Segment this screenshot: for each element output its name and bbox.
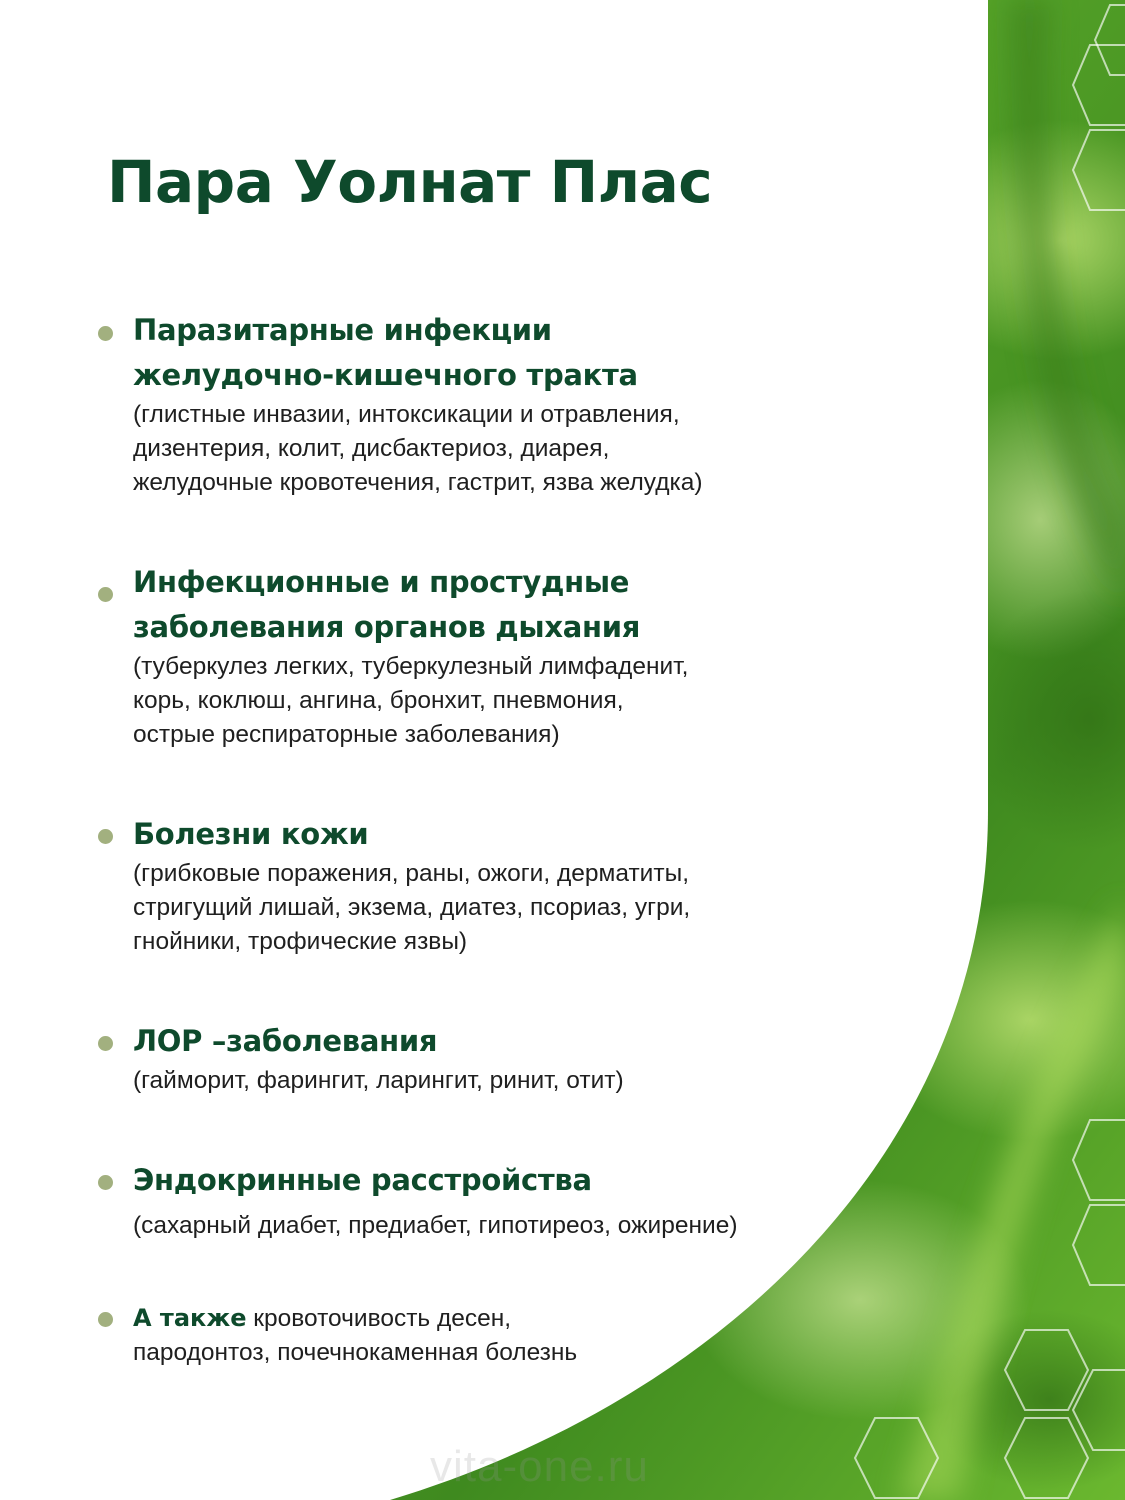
list-item (133, 308, 773, 500)
bullet-icon (98, 829, 113, 844)
item-heading: Эндокринные расстройства (133, 1163, 592, 1197)
list-item (133, 1158, 773, 1243)
bullet-icon (98, 1312, 113, 1327)
list-item (133, 560, 773, 752)
item-description-line: дизентерия, колит, дисбактериоз, диарея, (133, 435, 610, 462)
item-heading: Инфекционные и простудные (133, 565, 630, 599)
item-lead-rest: кровоточивость десен, (246, 1305, 512, 1332)
item-description-line: корь, коклюш, ангина, бронхит, пневмония, (133, 687, 624, 714)
item-description-line: стригущий лишай, экзема, диатез, псориаз, угри, (133, 894, 691, 921)
item-heading: Болезни кожи (133, 817, 369, 851)
item-description-line: (сахарный диабет, предиабет, гипотиреоз, ожирение) (133, 1212, 738, 1239)
item-description-line: пародонтоз, почечнокаменная болезнь (133, 1339, 578, 1366)
bullet-icon (98, 1175, 113, 1190)
list-item (133, 1019, 773, 1098)
bullet-icon (98, 1036, 113, 1051)
item-heading: ЛОР –заболевания (133, 1024, 438, 1058)
item-description-line (133, 1301, 773, 1336)
item-heading: Паразитарные инфекции (133, 313, 552, 347)
item-description-line: (туберкулез легких, туберкулезный лимфаденит, (133, 653, 689, 680)
bullet-icon (98, 587, 113, 602)
list-item (133, 1301, 773, 1370)
item-heading-line2: заболевания органов дыхания (133, 610, 641, 644)
item-description-line: желудочные кровотечения, гастрит, язва желудка) (133, 469, 703, 496)
item-description-line: (гайморит, фарингит, ларингит, ринит, отит) (133, 1067, 624, 1094)
watermark: vita-one.ru (430, 1442, 649, 1491)
item-description-line: острые респираторные заболевания) (133, 721, 560, 748)
list-item (133, 812, 773, 959)
item-description-line: (глистные инвазии, интоксикации и отравления, (133, 401, 680, 428)
item-heading-line2: желудочно-кишечного тракта (133, 358, 638, 392)
item-description-line: гнойники, трофические язвы) (133, 928, 468, 955)
item-lead: А также (133, 1304, 247, 1332)
item-description-line: (грибковые поражения, раны, ожоги, дерматиты, (133, 860, 689, 887)
bullet-icon (98, 326, 113, 341)
page-title: Пара Уолнат Плас (107, 148, 713, 216)
